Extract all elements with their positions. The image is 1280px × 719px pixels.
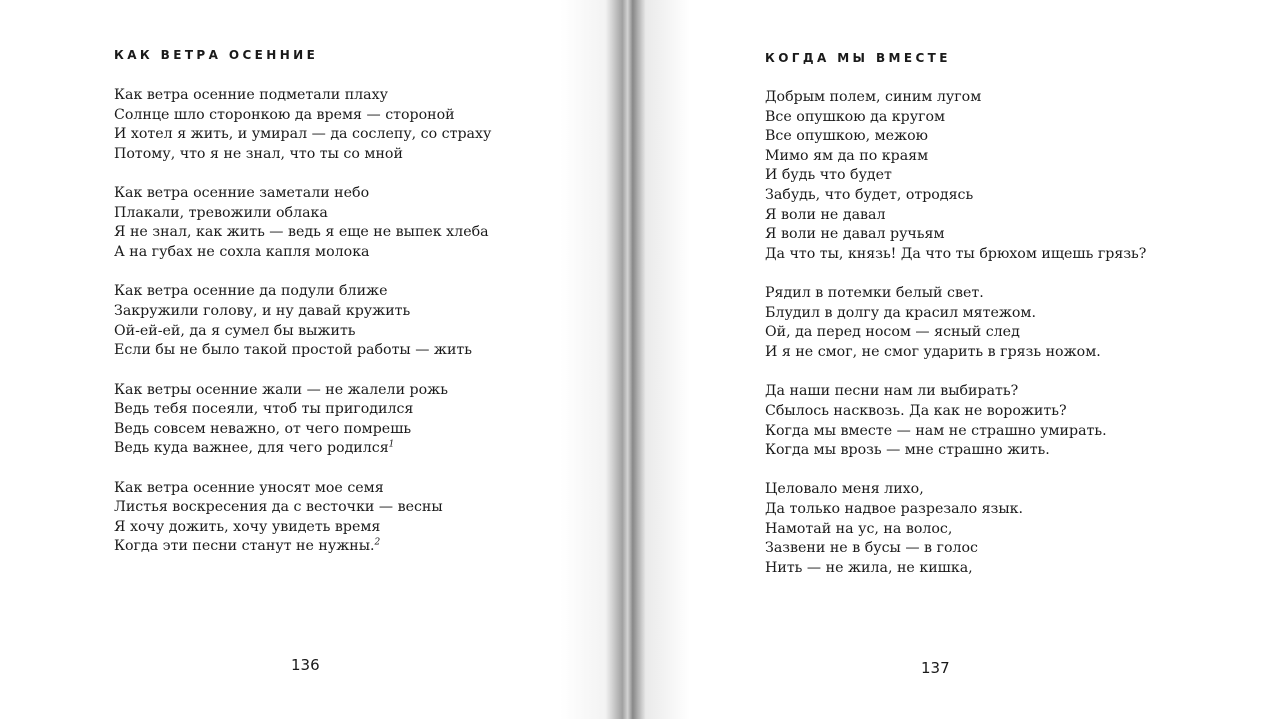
poem-line <box>114 243 491 263</box>
poem-line-text: Плакали, тревожили облака <box>114 204 328 221</box>
poem-line <box>114 86 491 106</box>
poem-line <box>765 559 1146 579</box>
page-number: 137 <box>921 659 950 677</box>
poem-line <box>765 500 1146 520</box>
poem-line-text: Закружили голову, и ну давай кружить <box>114 302 411 319</box>
poem-line <box>765 441 1146 461</box>
poem-line <box>114 498 491 518</box>
stanza <box>114 282 491 360</box>
poem-line-text: Потому, что я не знал, что ты со мной <box>114 145 403 162</box>
poem-line <box>765 108 1146 128</box>
poem-line <box>765 402 1146 422</box>
poem-line-text: Все опушкою, межою <box>765 128 928 145</box>
stanza <box>114 184 491 262</box>
poem-line-text: Все опушкою да кругом <box>765 108 946 125</box>
poem-line-text: Ведь совсем неважно, от чего помрешь <box>114 420 412 437</box>
poem-line-text: Целовало меня лихо, <box>765 481 924 498</box>
poem-line <box>114 125 491 145</box>
poem-line-text: Ведь тебя посеяли, чтоб ты пригодился <box>114 401 414 418</box>
stanza <box>114 86 491 164</box>
poem-line-text: Блудил в долгу да красил мятежом. <box>765 304 1036 321</box>
poem-line-text: Если бы не было такой простой работы — жить <box>114 342 472 359</box>
poem-line <box>114 282 491 302</box>
poem-line <box>765 422 1146 442</box>
poem-line <box>114 341 491 361</box>
poem-line-text: Зазвени не в бусы — в голос <box>765 540 979 557</box>
stanza <box>765 284 1146 362</box>
right-page <box>640 0 1280 719</box>
poem-line-text: Нить — не жила, не кишка, <box>765 559 973 576</box>
poem-line-text: А на губах не сохла капля молока <box>114 243 370 260</box>
poem-title: КОГДА МЫ ВМЕСТЕ <box>765 51 951 65</box>
poem-line <box>114 439 491 459</box>
poem-line <box>765 245 1146 265</box>
footnote-marker: 1 <box>388 439 395 450</box>
poem-line-text: Когда эти песни станут не нужны. <box>114 538 375 555</box>
poem-line <box>114 106 491 126</box>
stanza <box>765 382 1146 460</box>
poem-line <box>765 480 1146 500</box>
poem-line <box>114 381 491 401</box>
poem-line <box>765 166 1146 186</box>
page-number: 136 <box>291 656 320 674</box>
poem-line <box>114 204 491 224</box>
poem-title: КАК ВЕТРА ОСЕННИЕ <box>114 48 319 62</box>
poem-line <box>114 145 491 165</box>
poem-body <box>765 88 1146 598</box>
poem-line-text: И я не смог, не смог ударить в грязь ножом. <box>765 343 1101 360</box>
poem-line-text: Как ветра осенние уносят мое семя <box>114 479 384 496</box>
poem-line-text: Ведь куда важнее, для чего родился <box>114 440 389 457</box>
poem-line-text: Ой, да перед носом — ясный след <box>765 324 1020 341</box>
poem-line <box>114 537 491 557</box>
poem-line-text: Как ветра осенние подметали плаху <box>114 87 388 103</box>
poem-line-text: И хотел я жить, и умирал — да сослепу, со страху <box>114 126 492 143</box>
poem-line <box>765 284 1146 304</box>
poem-line-text: Я воли не давал ручьям <box>765 226 945 243</box>
poem-line <box>114 302 491 322</box>
poem-line-text: Солнце шло сторонкою да время — стороной <box>114 106 455 123</box>
poem-line <box>114 400 491 420</box>
poem-line <box>114 420 491 440</box>
footnote-marker: 2 <box>374 537 381 548</box>
poem-line-text: Рядил в потемки белый свет. <box>765 285 984 302</box>
poem-line-text: Как ветры осенние жали — не жалели рожь <box>114 381 448 398</box>
poem-line <box>114 322 491 342</box>
poem-line-text: Я не знал, как жить — ведь я еще не выпек хлеба <box>114 224 489 241</box>
stanza <box>114 381 491 459</box>
poem-line <box>114 479 491 499</box>
stanza <box>114 479 491 557</box>
poem-line-text: Да наши песни нам ли выбирать? <box>765 383 1019 400</box>
poem-line-text: Да что ты, князь! Да что ты брюхом ищешь грязь? <box>765 245 1147 262</box>
poem-line <box>114 518 491 538</box>
poem-line <box>765 539 1146 559</box>
poem-line <box>765 186 1146 206</box>
poem-line-text: Я хочу дожить, хочу увидеть время <box>114 518 381 535</box>
poem-line-text: Намотай на ус, на волос, <box>765 520 953 537</box>
poem-line <box>114 223 491 243</box>
poem-line <box>765 520 1146 540</box>
stanza <box>765 480 1146 578</box>
poem-line <box>114 184 491 204</box>
poem-line-text: Когда мы врозь — мне страшно жить. <box>765 442 1050 459</box>
poem-line-text: Как ветра осенние да подули ближе <box>114 283 388 300</box>
poem-line <box>765 88 1146 108</box>
poem-line-text: Сбылось насквозь. Да как не ворожить? <box>765 402 1067 419</box>
poem-body <box>114 86 491 577</box>
poem-line <box>765 343 1146 363</box>
poem-line <box>765 147 1146 167</box>
poem-line <box>765 127 1146 147</box>
poem-line <box>765 323 1146 343</box>
poem-line-text: Забудь, что будет, отродясь <box>765 186 974 203</box>
poem-line-text: Мимо ям да по краям <box>765 147 929 164</box>
poem-line-text: Как ветра осенние заметали небо <box>114 185 370 202</box>
left-page <box>0 0 600 719</box>
poem-line <box>765 206 1146 226</box>
stanza <box>765 88 1146 264</box>
poem-line-text: Я воли не давал <box>765 206 886 223</box>
poem-line-text: Да только надвое разрезало язык. <box>765 501 1024 518</box>
poem-line-text: Добрым полем, синим лугом <box>765 89 982 105</box>
poem-line-text: Когда мы вместе — нам не страшно умирать. <box>765 422 1107 439</box>
poem-line-text: Ой-ей-ей, да я сумел бы выжить <box>114 322 356 339</box>
poem-line-text: Листья воскресения да с весточки — весны <box>114 499 443 516</box>
poem-line <box>765 225 1146 245</box>
poem-line-text: И будь что будет <box>765 167 892 184</box>
poem-line <box>765 382 1146 402</box>
poem-line <box>765 304 1146 324</box>
